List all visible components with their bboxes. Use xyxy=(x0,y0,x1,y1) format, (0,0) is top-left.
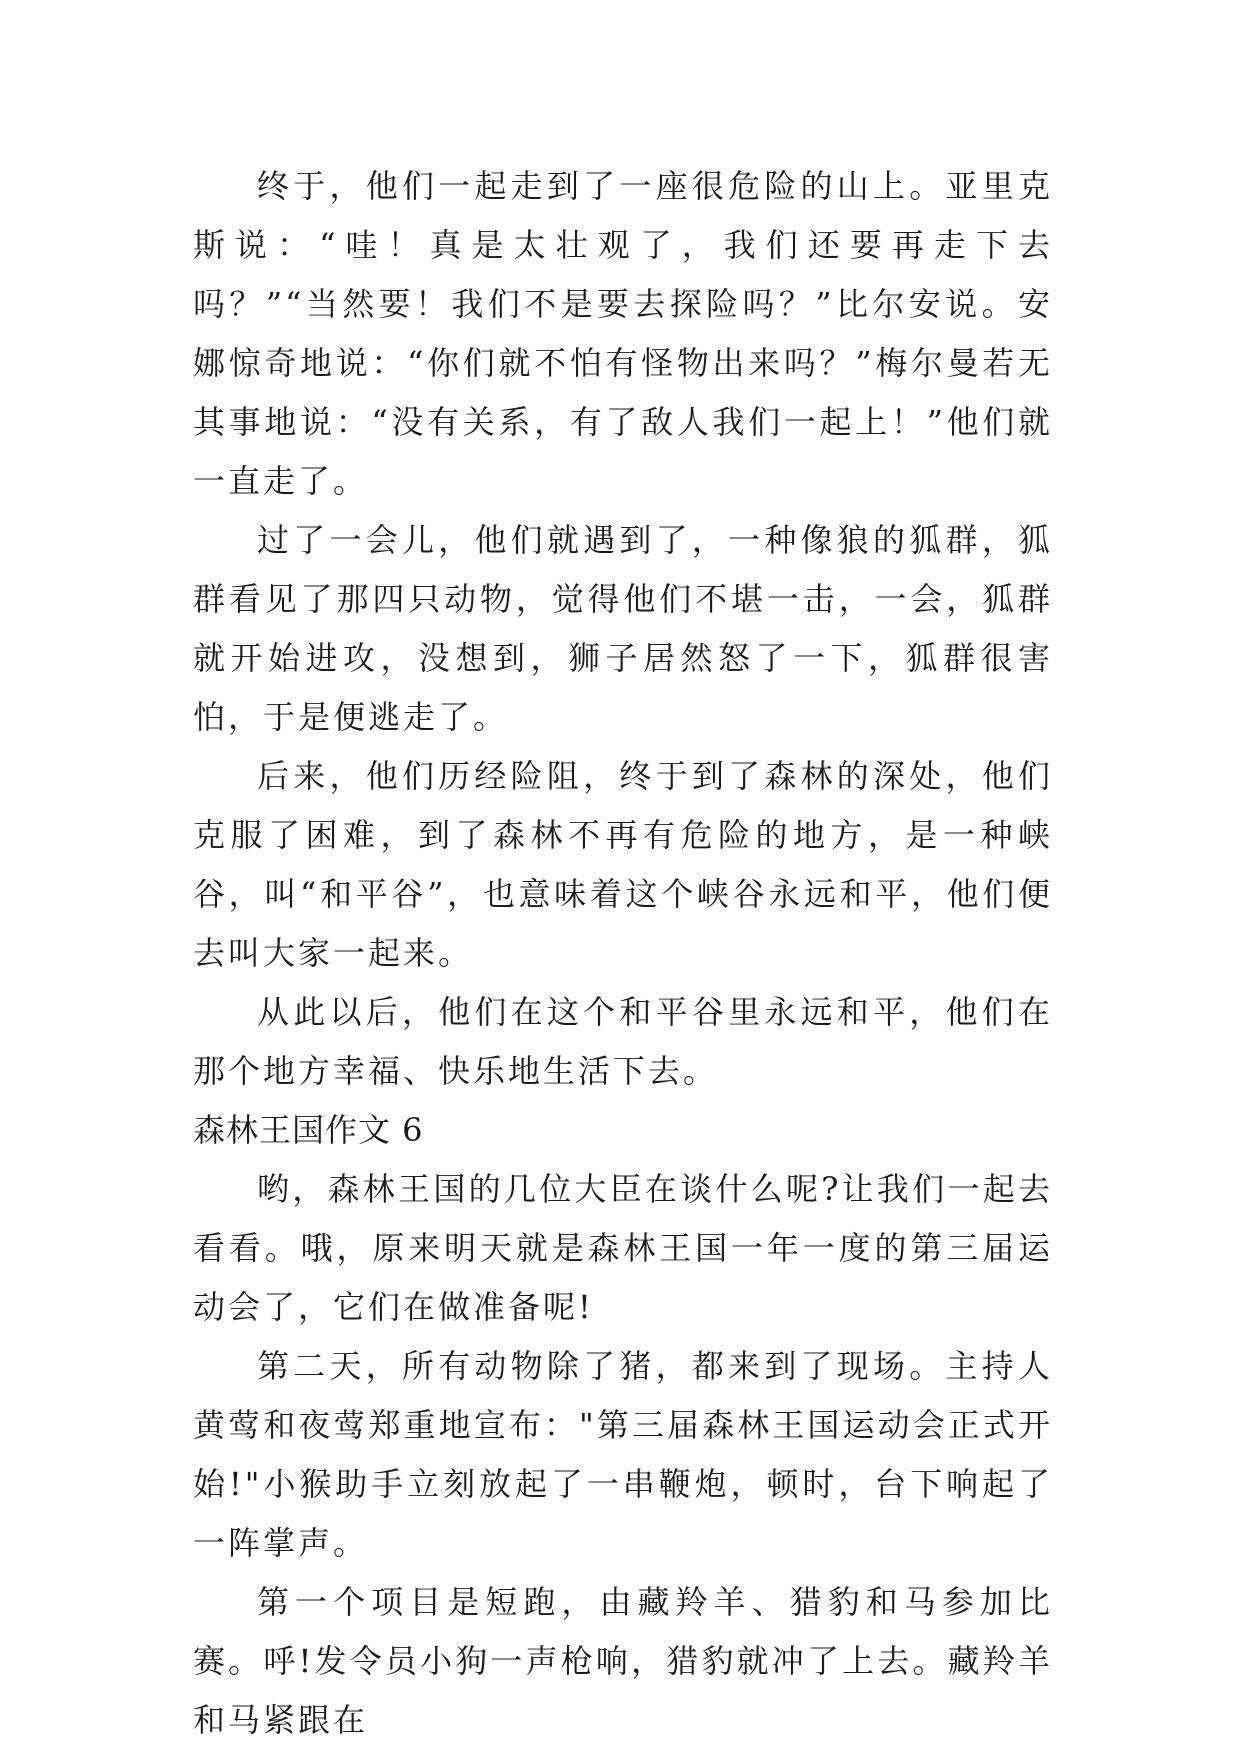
paragraph-4: 从此以后，他们在这个和平谷里永远和平，他们在那个地方幸福、快乐地生活下去。 xyxy=(193,993,1053,1090)
section-paragraph-1: 哟，森林王国的几位大臣在谈什么呢?让我们一起去看看。哦，原来明天就是森林王国一年一度的第三届运动会了，它们在做准备呢! xyxy=(193,1170,1053,1326)
paragraph-1: 终于，他们一起走到了一座很危险的山上。亚里克斯说：“哇！真是太壮观了，我们还要再走下去吗？”“当然要！我们不是要去探险吗？”比尔安说。安娜惊奇地说：“你们就不怕有怪物出来吗？”梅尔曼若无其事地说：“没有关系，有了敌人我们一起上！”他们就一直走了。 xyxy=(193,167,1053,500)
section-title: 森林王国作文 6 xyxy=(193,1111,424,1149)
section-paragraph-3: 第一个项目是短跑，由藏羚羊、猎豹和马参加比赛。呼!发令员小狗一声枪响，猎豹就冲了上去。藏羚羊和马紧跟在 xyxy=(193,1583,1053,1739)
paragraph-3: 后来，他们历经险阻，终于到了森林的深处，他们克服了困难，到了森林不再有危险的地方，是一种峡谷，叫“和平谷”，也意味着这个峡谷永远和平，他们便去叫大家一起来。 xyxy=(193,757,1053,972)
document-body xyxy=(193,157,1053,1750)
section-paragraph-2: 第二天，所有动物除了猪，都来到了现场。主持人黄莺和夜莺郑重地宣布："第三届森林王国运动会正式开始!"小猴助手立刻放起了一串鞭炮，顿时，台下响起了一阵掌声。 xyxy=(193,1347,1053,1562)
paragraph-2: 过了一会儿，他们就遇到了，一种像狼的狐群，狐群看见了那四只动物，觉得他们不堪一击，一会，狐群就开始进攻，没想到，狮子居然怒了一下，狐群很害怕，于是便逃走了。 xyxy=(193,521,1053,736)
